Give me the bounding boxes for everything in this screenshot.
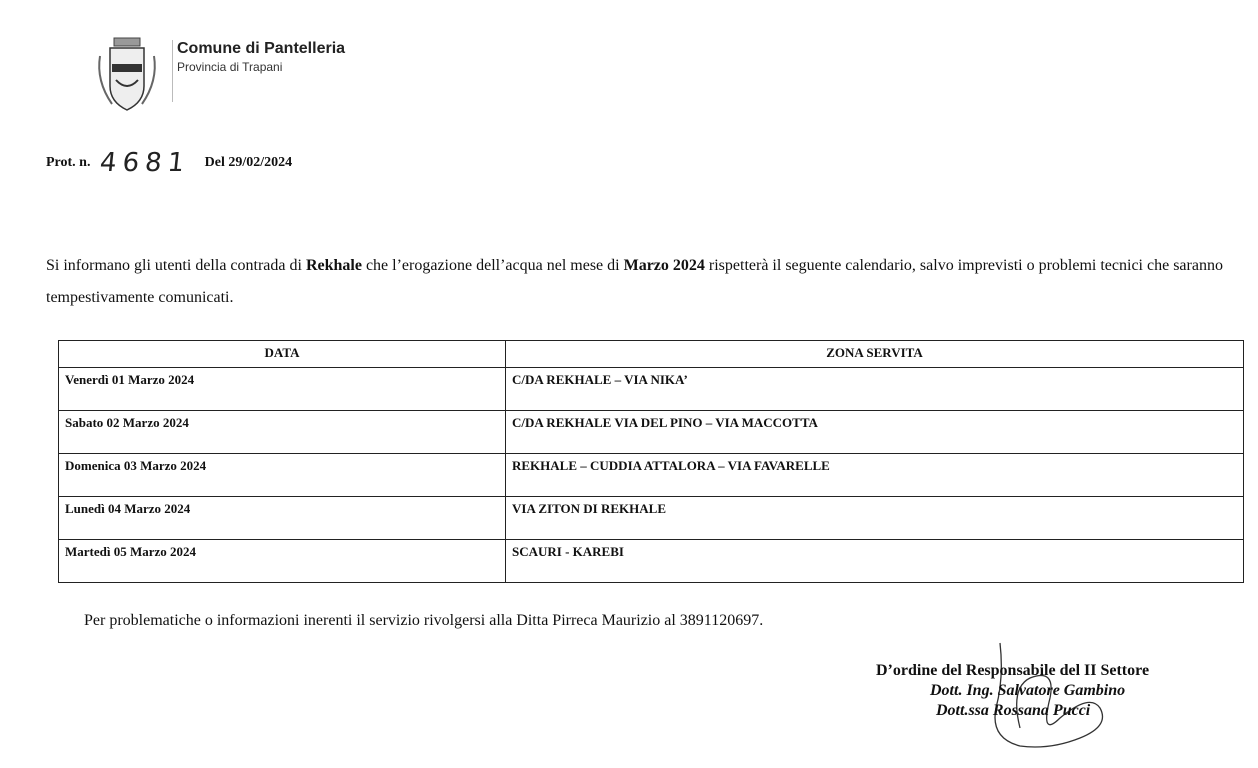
table-header-row bbox=[59, 341, 1244, 368]
org-subtitle: Provincia di Trapani bbox=[177, 60, 283, 74]
table-row bbox=[59, 497, 1244, 540]
zone-cell: C/DA REKHALE VIA DEL PINO – VIA MACCOTTA bbox=[506, 411, 1244, 454]
table-row bbox=[59, 540, 1244, 583]
contact-info: Per problematiche o informazioni inerenti il servizio rivolgersi alla Ditta Pirreca Maurizio al 3891120697. bbox=[84, 612, 764, 629]
protocol-label: Prot. n. bbox=[46, 155, 91, 170]
date-cell: Domenica 03 Marzo 2024 bbox=[59, 454, 506, 497]
signature-line-3: Dott.ssa Rossana Pucci bbox=[936, 702, 1091, 719]
signature-line-1: D’ordine del Responsabile del II Settore bbox=[876, 662, 1150, 679]
intro-text-1: Si informano gli utenti della contrada di bbox=[46, 257, 306, 274]
schedule-table bbox=[58, 340, 1244, 583]
date-cell: Venerdì 01 Marzo 2024 bbox=[59, 368, 506, 411]
intro-bold-month: Marzo 2024 bbox=[623, 257, 705, 274]
header-data: DATA bbox=[59, 341, 506, 368]
signature-block bbox=[876, 662, 1149, 720]
letterhead bbox=[92, 36, 345, 116]
intro-paragraph bbox=[46, 250, 1226, 314]
zone-cell: VIA ZITON DI REKHALE bbox=[506, 497, 1244, 540]
date-cell: Martedì 05 Marzo 2024 bbox=[59, 540, 506, 583]
protocol-number: 4681 bbox=[98, 148, 193, 178]
coat-of-arms-icon bbox=[92, 36, 162, 116]
date-cell: Sabato 02 Marzo 2024 bbox=[59, 411, 506, 454]
signature-line-2: Dott. Ing. Salvatore Gambino bbox=[930, 682, 1126, 699]
date-cell: Lunedì 04 Marzo 2024 bbox=[59, 497, 506, 540]
table-row bbox=[59, 411, 1244, 454]
table-row bbox=[59, 454, 1244, 497]
zone-cell: C/DA REKHALE – VIA NIKA’ bbox=[506, 368, 1244, 411]
table-row bbox=[59, 368, 1244, 411]
intro-text-2: che l’erogazione dell’acqua nel mese di bbox=[361, 257, 624, 274]
organization bbox=[177, 36, 345, 116]
zone-cell: SCAURI - KAREBI bbox=[506, 540, 1244, 583]
intro-bold-area: Rekhale bbox=[305, 257, 362, 274]
intro-text-3: rispetterà il seguente calendario, salvo imprevisti o problemi tecnici che saranno tempestivamente comunicati. bbox=[46, 257, 1223, 306]
org-name: Comune di Pantelleria bbox=[177, 40, 346, 57]
header-divider bbox=[172, 40, 173, 102]
header-zona: ZONA SERVITA bbox=[506, 341, 1244, 368]
protocol-date: Del 29/02/2024 bbox=[204, 155, 293, 170]
protocol-line bbox=[46, 148, 292, 178]
zone-cell: REKHALE – CUDDIA ATTALORA – VIA FAVARELLE bbox=[506, 454, 1244, 497]
